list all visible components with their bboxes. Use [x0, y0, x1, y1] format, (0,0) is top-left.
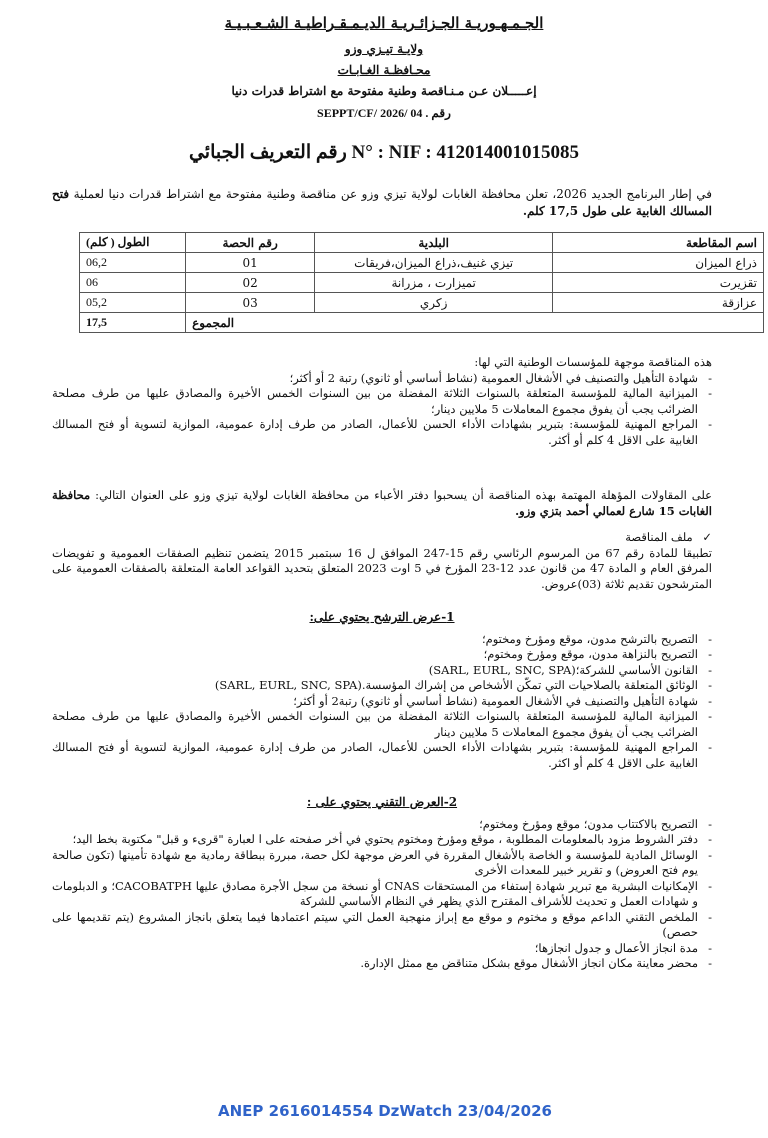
eligibility-section [52, 355, 712, 448]
list-item: - الوسائل المادية للمؤسسة و الخاصة بالأشغال المقررة في العرض موجهة لكل حصة، مبررة ببطاقة رمادية مع شهادة تأمينها (تكون صالحة يوم فتح العروض) و تقرير خبير للمعدات الأخرى [52, 848, 712, 879]
list-item: - شهادة التأهيل والتصنيف في الأشغال العمومية (نشاط أساسي أو ثانوي) رتبة2 أو أكثر؛ [52, 694, 712, 710]
header-district: اسم المقاطعة [553, 233, 764, 253]
cell-district: عزازقة [553, 293, 764, 313]
eligibility-list [52, 371, 712, 449]
cell-district: ذراع الميزان [553, 253, 764, 273]
lots-table [79, 232, 764, 333]
file-title: ملف المناقصة [625, 530, 693, 544]
withdrawal-text: على المقاولات المؤهلة المهتمة بهذه المناقصة أن يسحبوا دفتر الأعباء من محافظة الغابات لولاية تيزي وزو على العنوان التالي: [95, 488, 712, 502]
list-item: - التصريح بالنزاهة مدون، موقع ومؤرخ ومختوم؛ [52, 647, 712, 663]
candidacy-section [52, 610, 712, 771]
cell-lot: 02 [186, 273, 315, 293]
cell-district: تقزيرت [553, 273, 764, 293]
list-item: - الميزانية المالية للمؤسسة المتعلقة بالسنوات الثلاثة المفضلة من بين السنوات الخمس الأخيرة والمصادق عليها من طرف مصلحة الضرائب يجب أن يفوق مجموع المعاملات 5 ملايين دينار؛ [52, 386, 712, 417]
table-row [80, 273, 764, 293]
list-item: - دفتر الشروط مزود بالمعلومات المطلوبة ، موقع ومؤرخ ومختوم يحتوي في أخر صفحته على ا لعبارة "قرىء و قبل" مكتوبة بخط اليد؛ [52, 832, 712, 848]
header-communes: البلدية [315, 233, 553, 253]
cell-lot: 03 [186, 293, 315, 313]
intro-paragraph [52, 186, 712, 220]
wilaya-title: ولايـة تيـزي وزو [344, 42, 424, 56]
cell-length: 06 [80, 273, 186, 293]
total-label: المجموع [186, 313, 553, 333]
withdrawal-address: محافظة الغابات 15 شارع لعمالي أحمد بتزي وزو. [52, 488, 712, 518]
cell-length: 06,2 [80, 253, 186, 273]
republic-title: الجـمـهـوريـة الجـزائـريـة الديـمـقـراطيـة الشـعـبـيـة [224, 14, 544, 32]
table-total-row [80, 313, 764, 333]
file-section [52, 530, 712, 592]
intro-text: في إطار البرنامج الجديد 2026، تعلن محافظة الغابات لولاية تيزي وزو عن مناقصة وطنية مفتوحة مع اشتراط قدرات دنيا لعملية [73, 187, 712, 201]
table-header-row [80, 233, 764, 253]
reference-number: رقم . 04 /2026 /SEPPT/CF [317, 106, 451, 120]
table-row [80, 293, 764, 313]
publication-footer: ANEP 2616014554 DzWatch 23/04/2026 [218, 1102, 552, 1120]
header-length: الطول ( كلم) [80, 233, 186, 253]
cell-communes: زكري [315, 293, 553, 313]
list-item: - مدة انجاز الأعمال و جدول انجازها؛ [52, 941, 712, 957]
file-title-line [52, 530, 712, 546]
cell-length: 05,2 [80, 293, 186, 313]
list-item: - الملخص التقني الداعم موقع و مختوم و موقع مع إبراز منهجية العمل التي سيتم اعتمادها فيما يتعلق بانجاز المشروع (يتم تقديمها على حصص) [52, 910, 712, 941]
cell-communes: تيزي غنيف،ذراع الميزان،فريقات [315, 253, 553, 273]
total-value: 17,5 [80, 313, 186, 333]
list-item: - التصريح بالترشح مدون، موقع ومؤرخ ومختوم؛ [52, 632, 712, 648]
list-item: - المراجع المهنية للمؤسسة: بتبرير بشهادات الأداء الحسن للأعمال، الصادر من طرف إدارة عمومية، الموازية لتسوية أو فتح المسالك الغابية على الاقل 4 كلم أو أكثر. [52, 417, 712, 448]
list-item: - الوثائق المتعلقة بالصلاحيات التي تمكّن الأشخاص من إشراك المؤسسة.(SARL, EURL, SNC, SPA) [52, 678, 712, 694]
list-item: - الإمكانيات البشرية مع تبرير شهادة إستفاء من المستحقات CNAS أو نسخة من سجل الأجرة مصادق عليها CACOBATPH؛ و الدبلومات و شهادات العمل و تحديث للأشراف المقترح الذي يظهر في النظام الأساسي للشركة [52, 879, 712, 910]
withdrawal-paragraph [52, 488, 712, 519]
list-item: - الميزانية المالية للمؤسسة المتعلقة بالسنوات الثلاثة المفضلة من بين السنوات الخمس الأخيرة والمصادق عليها من طرف مصلحة الضرائب يجب أن يفوق مجموع المعاملات 5 ملايين دينار [52, 709, 712, 740]
list-item: - التصريح بالاكتتاب مدون؛ موقع ومؤرخ ومختوم؛ [52, 817, 712, 833]
list-item: - محضر معاينة مكان انجاز الأشغال موقع بشكل متناقض مع ممثل الإدارة. [52, 956, 712, 972]
candidacy-list [52, 632, 712, 772]
list-item: - القانون الأساسي للشركة؛(SARL, EURL, SNC, SPA) [52, 663, 712, 679]
header-lot: رقم الحصة [186, 233, 315, 253]
cell-communes: تميزارت ، مزرانة [315, 273, 553, 293]
technical-list [52, 817, 712, 972]
candidacy-title: 1-عرض الترشح يحتوي على: [309, 610, 455, 624]
list-item: - المراجع المهنية للمؤسسة: بتبرير بشهادات الأداء الحسن للأعمال، الصادر من طرف إدارة عمومية، الموازية لتسوية أو فتح المسالك الغابية على الاقل 4 كلم أو اكثر. [52, 740, 712, 771]
intro-operation: فتح المسالك الغابية [52, 187, 712, 218]
eligibility-intro: هذه المناقصة موجهة للمؤسسات الوطنية التي لها: [474, 355, 712, 369]
technical-title: 2-العرض التقني يحتوي على : [306, 795, 458, 809]
intro-length: على طول 17,5 كلم. [522, 204, 633, 218]
technical-section [52, 795, 712, 972]
tax-id: N° : NIF : 412014001015085 رقم التعريف الجبائي [188, 142, 580, 163]
total-spacer [553, 313, 764, 333]
checkmark-icon: ✓ [702, 530, 712, 544]
announcement-title: إعـــــلان عـن مـنـاقصة وطنية مفتوحة مع اشتراط قدرات دنيا [231, 84, 537, 98]
table-row [80, 253, 764, 273]
conservation-title: محـافظـة الغـابـات [337, 63, 431, 77]
list-item: - شهادة التأهيل والتصنيف في الأشغال العمومية (نشاط أساسي أو ثانوي) رتبة 2 أو أكثر؛ [52, 371, 712, 387]
cell-lot: 01 [186, 253, 315, 273]
file-text: تطبيقا للمادة رقم 67 من المرسوم الرئاسي رقم 15-247 الموافق ل 16 سبتمبر 2015 يتضمن تنظيم الصفقات العمومية و تفويضات المرفق العام و المادة 47 من قانون عدد 12-23 المؤرخ في 5 اوت 2023 المتعلق بتحديد القواعد العامة المتعلقة بالصفقات العمومية على المترشحون تقديم ثلاثة (03)عروض. [52, 545, 712, 591]
